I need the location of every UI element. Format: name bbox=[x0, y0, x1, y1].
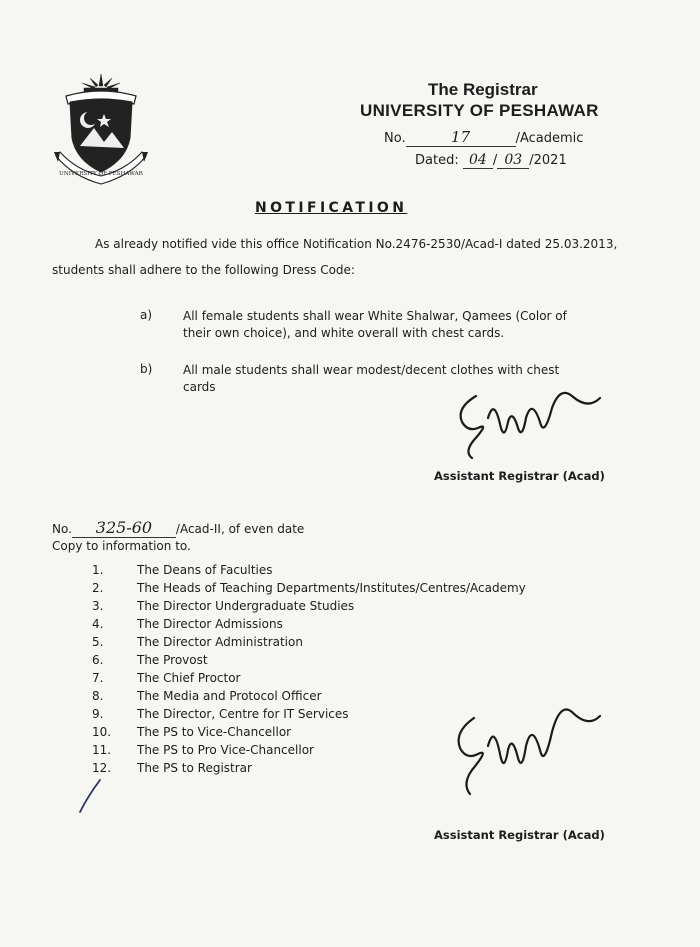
recipient-text: The Heads of Teaching Departments/Institutes/Centres/Academy bbox=[137, 581, 526, 595]
item-b-line-1: All male students shall wear modest/decent clothes with chest bbox=[183, 363, 560, 377]
copy-number-prefix: No. bbox=[52, 522, 72, 536]
registrar-title: The Registrar bbox=[428, 80, 538, 99]
recipient-text: The Director, Centre for IT Services bbox=[137, 707, 349, 721]
item-a-line-1: All female students shall wear White Shalwar, Qamees (Color of bbox=[183, 309, 567, 323]
reference-number-suffix: /Academic bbox=[515, 131, 584, 146]
recipient-number: 6. bbox=[92, 653, 104, 667]
recipient-text: The PS to Pro Vice-Chancellor bbox=[137, 743, 314, 757]
date-line: Dated: 04 / 03 /2021 bbox=[415, 152, 567, 168]
notification-title: NOTIFICATION bbox=[255, 200, 408, 216]
university-name: UNIVERSITY OF PESHAWAR bbox=[360, 101, 599, 120]
signature-2-title: Assistant Registrar (Acad) bbox=[434, 828, 605, 842]
reference-number-prefix: No. bbox=[384, 131, 406, 146]
copy-number-handwritten: 325-60 bbox=[72, 518, 176, 538]
university-crest-logo bbox=[52, 72, 150, 190]
recipient-number: 5. bbox=[92, 635, 104, 649]
date-day-handwritten: 04 bbox=[463, 152, 493, 169]
item-a-marker: a) bbox=[140, 308, 153, 322]
recipient-text: The Chief Proctor bbox=[137, 671, 241, 685]
recipient-number: 2. bbox=[92, 581, 104, 595]
item-a-line-2: their own choice), and white overall with chest cards. bbox=[183, 326, 505, 340]
recipient-text: The Provost bbox=[137, 653, 208, 667]
copy-heading: Copy to information to. bbox=[52, 539, 191, 553]
reference-number bbox=[384, 128, 583, 147]
date-year: /2021 bbox=[529, 153, 567, 168]
recipient-number: 12. bbox=[92, 761, 112, 775]
recipient-text: The Director Administration bbox=[137, 635, 303, 649]
recipient-number: 3. bbox=[92, 599, 104, 613]
item-b-marker: b) bbox=[140, 362, 153, 376]
recipient-text: The Deans of Faculties bbox=[137, 563, 273, 577]
reference-number-handwritten: 17 bbox=[406, 128, 516, 147]
signature-2-handwritten bbox=[448, 698, 608, 808]
crest-ribbon-text: UNIVERSITY OF PESHAWAR bbox=[59, 171, 143, 177]
recipient-text: The PS to Vice-Chancellor bbox=[137, 725, 292, 739]
recipient-number: 9. bbox=[92, 707, 104, 721]
copy-reference-number bbox=[52, 518, 304, 538]
recipient-number: 4. bbox=[92, 617, 104, 631]
tick-mark bbox=[76, 776, 106, 816]
recipient-number: 10. bbox=[92, 725, 112, 739]
date-month-handwritten: 03 bbox=[497, 152, 529, 169]
date-prefix: Dated: bbox=[415, 153, 459, 168]
recipient-number: 8. bbox=[92, 689, 104, 703]
recipient-number: 7. bbox=[92, 671, 104, 685]
body-paragraph-line-1: As already notified vide this office Notification No.2476-2530/Acad-I dated 25.03.2013, bbox=[95, 237, 618, 251]
signature-1-title: Assistant Registrar (Acad) bbox=[434, 469, 605, 483]
body-paragraph-line-2: students shall adhere to the following Dress Code: bbox=[52, 263, 355, 277]
signature-1-handwritten bbox=[448, 378, 608, 468]
recipient-number: 11. bbox=[92, 743, 112, 757]
item-b-line-2: cards bbox=[183, 380, 216, 394]
copy-number-suffix: /Acad-II, of even date bbox=[175, 522, 305, 536]
recipient-text: The Director Admissions bbox=[137, 617, 283, 631]
recipient-number: 1. bbox=[92, 563, 104, 577]
recipient-text: The PS to Registrar bbox=[137, 761, 252, 775]
recipient-text: The Director Undergraduate Studies bbox=[137, 599, 355, 613]
recipient-text: The Media and Protocol Officer bbox=[137, 689, 322, 703]
